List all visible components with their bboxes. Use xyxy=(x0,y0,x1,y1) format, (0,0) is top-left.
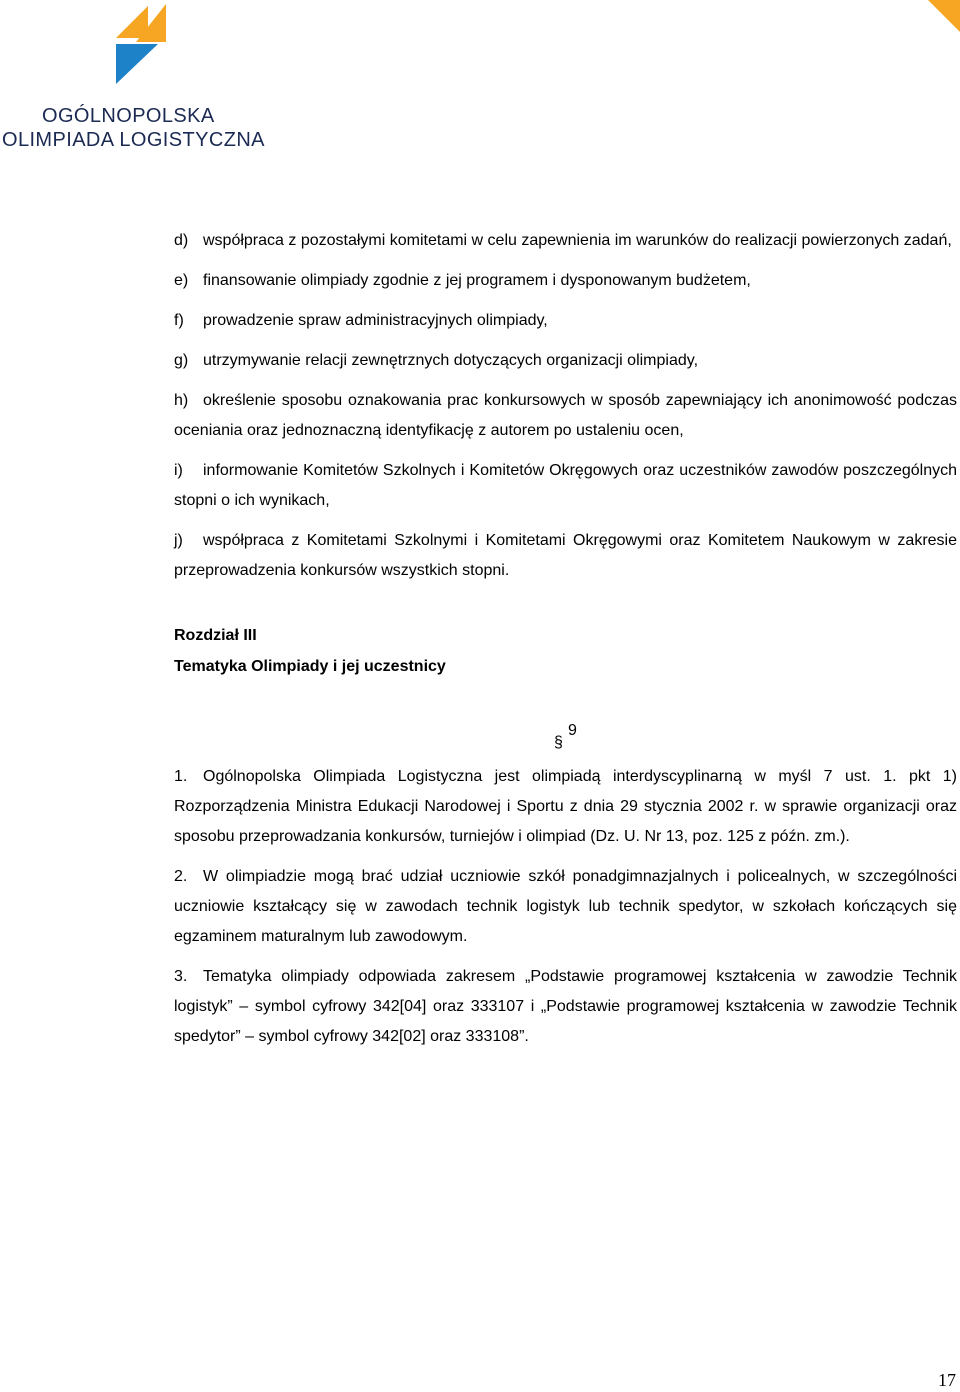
list-item: e) finansowanie olimpiady zgodnie z jej programem i dysponowanym budżetem, xyxy=(174,272,751,289)
logo-wordmark xyxy=(2,104,265,152)
section-sign: § xyxy=(554,734,563,751)
list-item: h) określenie sposobu oznakowania prac konkursowych w sposób zapewniający ich anonimowość podczas oceniania oraz jednoznaczną identyfikację z autorem po ustaleniu ocen, xyxy=(174,392,957,439)
section-marker xyxy=(554,722,957,762)
olympiad-logo xyxy=(0,0,280,160)
logo-mark-icon xyxy=(112,2,168,86)
page-number: 17 xyxy=(938,1370,956,1390)
list-item: f) prowadzenie spraw administracyjnych olimpiady, xyxy=(174,312,548,329)
list-item: d) współpraca z pozostałymi komitetami w celu zapewnienia im warunków do realizacji powierzonych zadań, xyxy=(174,232,952,249)
chapter-title: Rozdział III xyxy=(174,627,257,644)
chapter-heading xyxy=(174,620,957,682)
section-number: 9 xyxy=(568,722,577,739)
list-item: j) współpraca z Komitetami Szkolnymi i Komitetami Okręgowymi oraz Komitetem Naukowym w zakresie przeprowadzenia konkursów wszystkich stopni. xyxy=(174,532,957,579)
logo-line-1: OGÓLNOPOLSKA xyxy=(42,105,215,127)
list-item: g) utrzymywanie relacji zewnętrznych dotyczących organizacji olimpiady, xyxy=(174,352,699,369)
numbered-paragraph: 2. W olimpiadzie mogą brać udział uczniowie szkół ponadgimnazjalnych i policealnych, w szczególności uczniowie kształcący się w zawodach technik logistyk lub technik spedytor, w szkołach kończących się egzaminem maturalnym lub zawodowym. xyxy=(174,868,957,945)
document-body xyxy=(174,226,957,1062)
list-item: i) informowanie Komitetów Szkolnych i Komitetów Okręgowych oraz uczestników zawodów poszczególnych stopni o ich wynikach, xyxy=(174,462,957,509)
numbered-paragraph: 1. Ogólnopolska Olimpiada Logistyczna jest olimpiadą interdyscyplinarną w myśl 7 ust. 1. pkt 1) Rozporządzenia Ministra Edukacji Narodowej i Sportu z dnia 29 stycznia 2002 r. w sprawie organizacji oraz sposobu przeprowadzania konkursów, turniejów i olimpiad (Dz. U. Nr 13, poz. 125 z późn. zm.). xyxy=(174,768,957,845)
chapter-subtitle: Tematyka Olimpiady i jej uczestnicy xyxy=(174,658,446,675)
logo-line-2: OLIMPIADA LOGISTYCZNA xyxy=(2,129,265,151)
corner-triangle-icon xyxy=(928,0,960,32)
numbered-paragraph: 3. Tematyka olimpiady odpowiada zakresem „Podstawie programowej kształcenia w zawodzie Technik logistyk” – symbol cyfrowy 342[04] oraz 333107 i „Podstawie programowej kształcenia w zawodzie Technik spedytor” – symbol cyfrowy 342[02] oraz 333108”. xyxy=(174,968,957,1045)
